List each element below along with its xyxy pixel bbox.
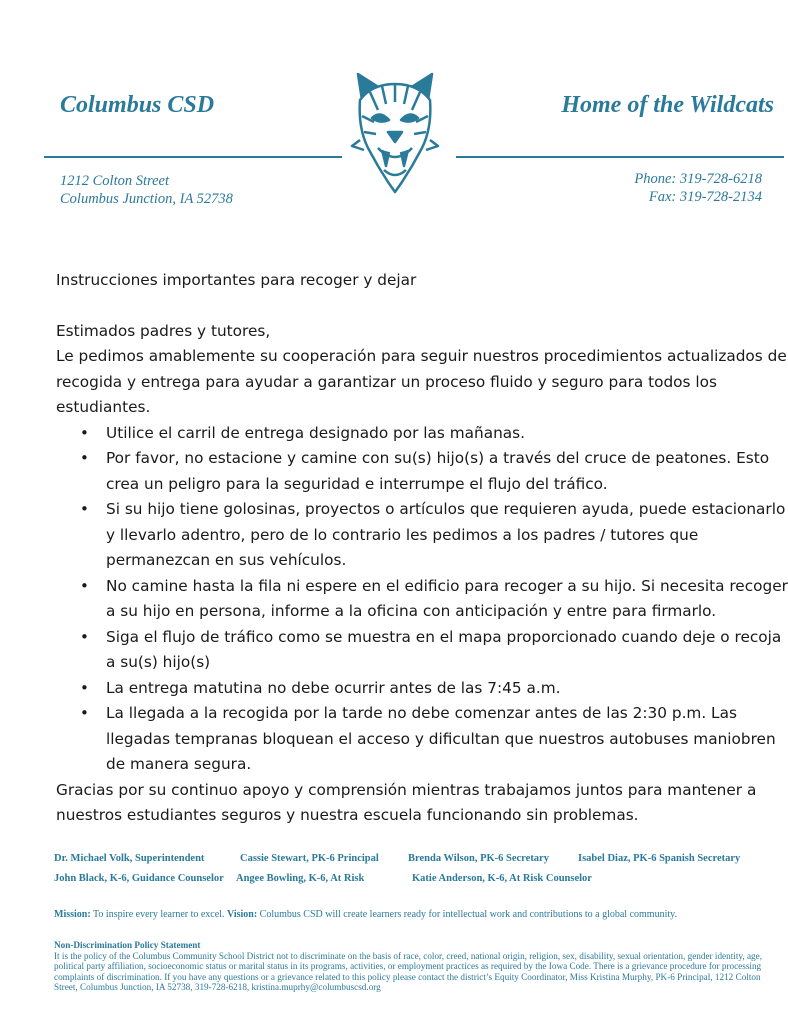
fax-number: Fax: 319-728-2134 bbox=[648, 189, 762, 205]
district-name: Columbus CSD bbox=[60, 92, 215, 118]
list-item: • No camine hasta la fila ni espere en el edificio para recoger a su hijo. Si necesita recoger a su hijo en persona, informe a la oficina con anticipación y entre para firmarlo. bbox=[56, 574, 788, 625]
mission-statement bbox=[54, 909, 774, 920]
staff-spanish-secretary: Isabel Diaz, PK-6 Spanish Secretary bbox=[578, 853, 741, 864]
mission-label: Mission: bbox=[54, 909, 91, 920]
letter-body bbox=[56, 268, 788, 829]
vision-text: Columbus CSD will create learners ready for intellectual work and contributions to a global community. bbox=[259, 909, 677, 920]
staff-row-2 bbox=[54, 873, 774, 893]
list-item: • Utilice el carril de entrega designado por las mañanas. bbox=[56, 421, 788, 447]
list-item: • Si su hijo tiene golosinas, proyectos o artículos que requieren ayuda, puede estacionarlo y llevarlo adentro, pero de lo contrario les pedimos a los padres / tutores que permanezcan en sus vehículos. bbox=[56, 497, 788, 574]
wildcat-mascot-icon bbox=[348, 70, 442, 194]
header-rule-left bbox=[44, 156, 342, 158]
non-discrimination-statement bbox=[54, 940, 778, 993]
staff-at-risk-counselor: Katie Anderson, K-6, At Risk Counselor bbox=[412, 873, 592, 884]
staff-row-1 bbox=[54, 853, 774, 873]
list-item: • Por favor, no estacione y camine con su(s) hijo(s) a través del cruce de peatones. Esto crea un peligro para la seguridad e interrumpe el flujo del tráfico. bbox=[56, 446, 788, 497]
staff-superintendent: Dr. Michael Volk, Superintendent bbox=[54, 853, 205, 864]
vision-label: Vision: bbox=[226, 909, 258, 920]
staff-directory bbox=[54, 853, 774, 893]
letterhead bbox=[0, 0, 788, 215]
staff-secretary: Brenda Wilson, PK-6 Secretary bbox=[408, 853, 549, 864]
staff-guidance-counselor: John Black, K-6, Guidance Counselor bbox=[54, 873, 224, 884]
district-contact bbox=[634, 170, 762, 206]
list-item: • La llegada a la recogida por la tarde no debe comenzar antes de las 2:30 p.m. Las llegadas tempranas bloquean el acceso y dificultan que nuestros autobuses maniobren de manera segura. bbox=[56, 701, 788, 778]
motto: Home of the Wildcats bbox=[561, 92, 774, 118]
staff-principal: Cassie Stewart, PK-6 Principal bbox=[240, 853, 379, 864]
list-item: • La entrega matutina no debe ocurrir antes de las 7:45 a.m. bbox=[56, 676, 788, 702]
non-discrimination-title: Non-Discrimination Policy Statement bbox=[54, 940, 201, 950]
address-line-1: 1212 Colton Street bbox=[60, 173, 170, 189]
header-rule-right bbox=[456, 156, 784, 158]
mission-text: To inspire every learner to excel. bbox=[93, 909, 225, 920]
phone-number: Phone: 319-728-6218 bbox=[634, 171, 762, 187]
district-address bbox=[60, 172, 233, 208]
non-discrimination-text: It is the policy of the Columbus Community School District not to discriminate on the basis of race, color, creed, national origin, religion, sex, disability, sexual orientation, gender identity, age, political party affiliation, socioeconomic status or marital status in its programs, activities, or employment practices as required by the Iowa Code. There is a grievance procedure for processing complaints of discrimination. If you have any questions or a grievance related to this policy please contact the district’s Equity Coordinator, Miss Kristina Murphy, PK-6 Principal, 1212 Colton Street, Columbus Junction, IA 52738, 319-728-6218, kristina.muprhy@columbuscsd.org bbox=[54, 950, 763, 993]
instruction-list bbox=[56, 421, 788, 778]
address-line-2: Columbus Junction, IA 52738 bbox=[60, 191, 233, 207]
list-item: • Siga el flujo de tráfico como se muestra en el mapa proporcionado cuando deje o recoja a su(s) hijo(s) bbox=[56, 625, 788, 676]
staff-at-risk: Angee Bowling, K-6, At Risk bbox=[236, 873, 365, 884]
letter-closing: Gracias por su continuo apoyo y comprensión mientras trabajamos juntos para mantener a nuestros estudiantes seguros y nuestra escuela funcionando sin problemas. bbox=[56, 780, 757, 824]
letter-intro: Le pedimos amablemente su cooperación para seguir nuestros procedimientos actualizados de recogida y entrega para ayudar a garantizar un proceso fluido y seguro para todos los estudiantes. bbox=[56, 347, 787, 416]
letter-greeting: Estimados padres y tutores, bbox=[56, 321, 271, 340]
letter-subject: Instrucciones importantes para recoger y dejar bbox=[56, 271, 417, 289]
